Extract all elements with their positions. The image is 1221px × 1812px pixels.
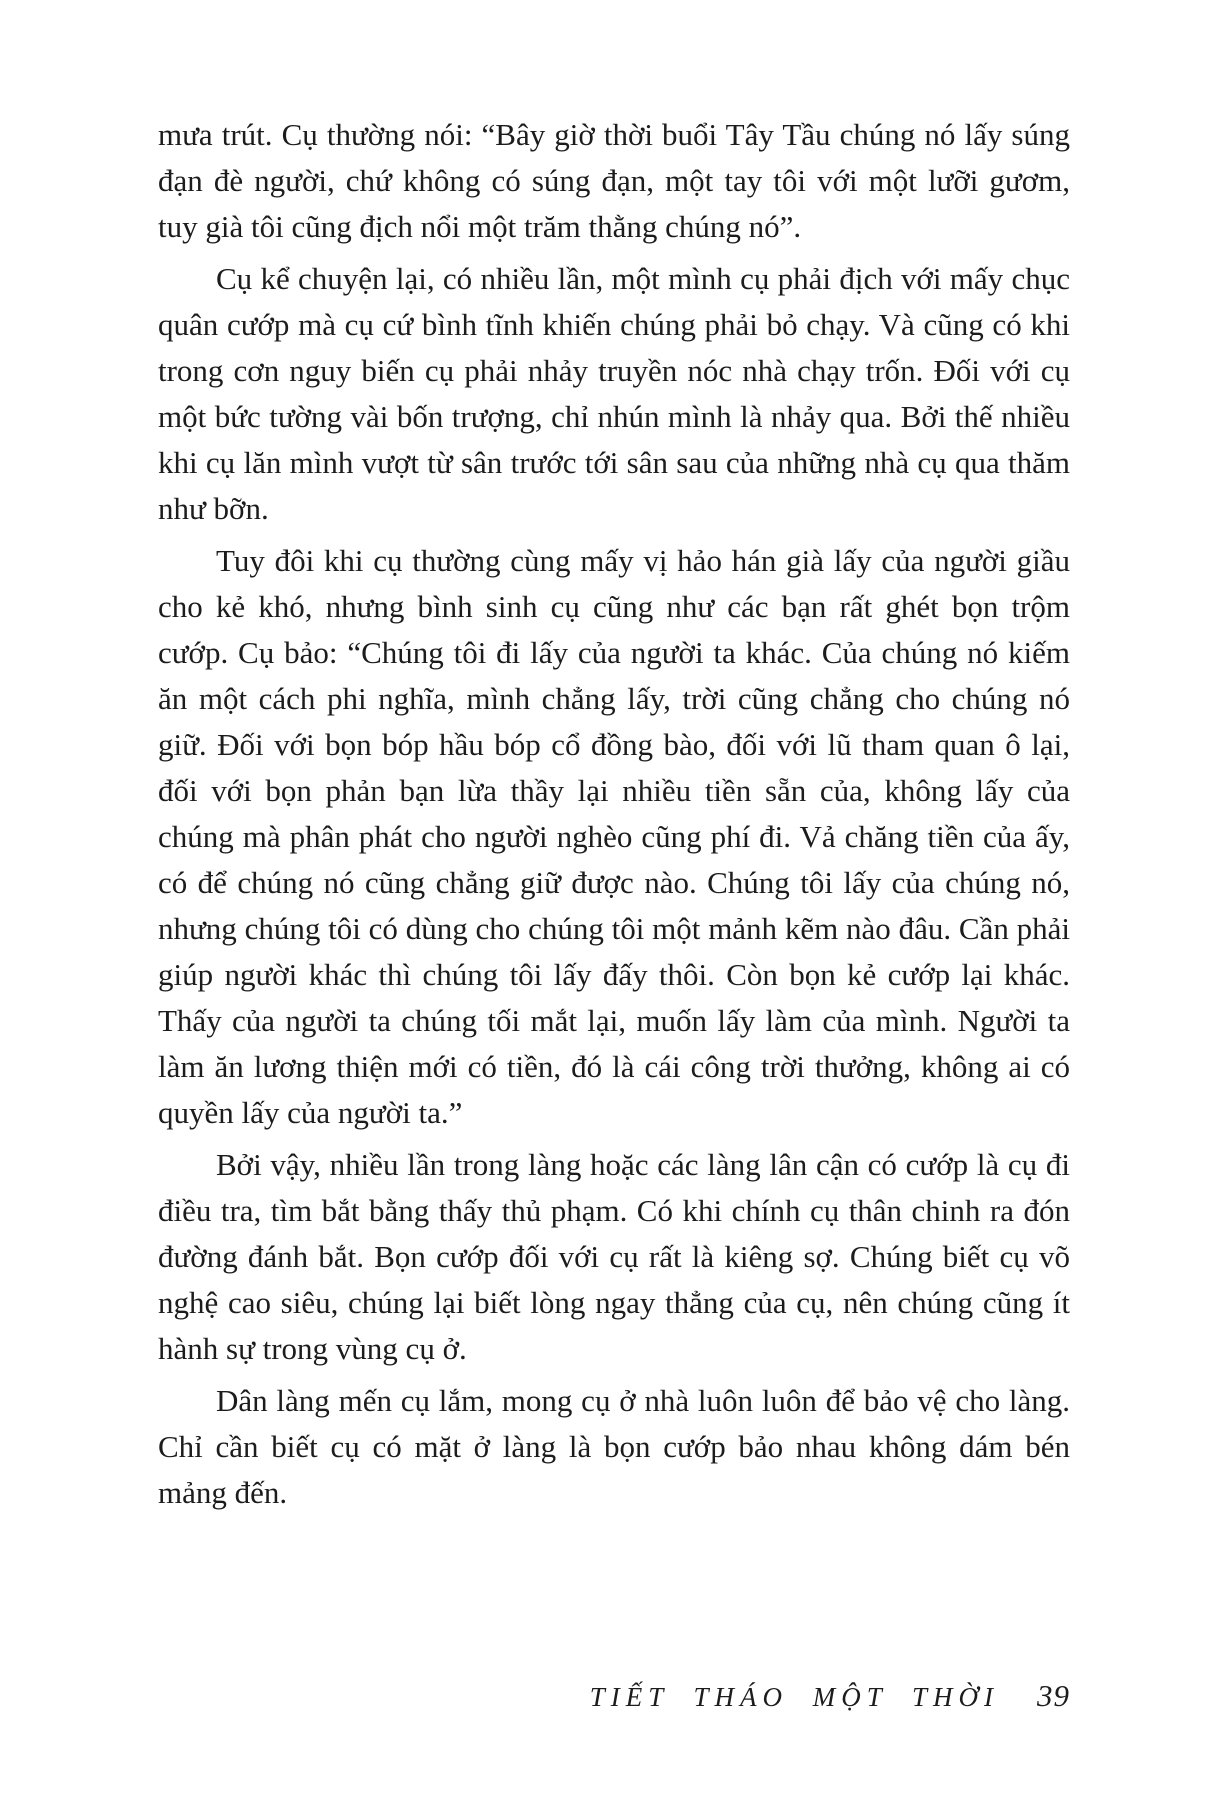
paragraph: Bởi vậy, nhiều lần trong làng hoặc các làng lân cận có cướp là cụ đi điều tra, tìm bắt bằng thấy thủ phạm. Có khi chính cụ thân chinh ra đón đường đánh bắt. Bọn cướp đối với cụ rất là kiêng sợ. Chúng biết cụ võ nghệ cao siêu, chúng lại biết lòng ngay thẳng của cụ, nên chúng cũng ít hành sự trong vùng cụ ở. [158,1147,1070,1366]
paragraph: Tuy đôi khi cụ thường cùng mấy vị hảo hán già lấy của người giầu cho kẻ khó, nhưng bình sinh cụ cũng như các bạn rất ghét bọn trộm cướp. Cụ bảo: “Chúng tôi đi lấy của người ta khác. Của chúng nó kiếm ăn một cách phi nghĩa, mình chẳng lấy, trời cũng chẳng cho chúng nó giữ. Đối với bọn bóp hầu bóp cổ đồng bào, đối với lũ tham quan ô lại, đối với bọn phản bạn lừa thầy lại nhiều tiền sẵn của, không lấy của chúng mà phân phát cho người nghèo cũng phí đi. Vả chăng tiền của ấy, có để chúng nó cũng chẳng giữ được nào. Chúng tôi lấy của chúng nó, nhưng chúng tôi có dùng cho chúng tôi một mảnh kẽm nào đâu. Cần phải giúp người khác thì chúng tôi lấy đấy thôi. Còn bọn kẻ cướp lại khác. Thấy của người ta chúng tối mắt lại, muốn lấy làm của mình. Người ta làm ăn lương thiện mới có tiền, đó là cái công trời thưởng, không ai có quyền lấy của người ta.” [158,543,1070,1130]
paragraph: mưa trút. Cụ thường nói: “Bây giờ thời buổi Tây Tầu chúng nó lấy súng đạn đè người, chứ không có súng đạn, một tay tôi với một lưỡi gươm, tuy già tôi cũng địch nổi một trăm thằng chúng nó”. [158,117,1070,244]
page-footer [158,1678,1070,1714]
paragraph: Dân làng mến cụ lắm, mong cụ ở nhà luôn luôn để bảo vệ cho làng. Chỉ cần biết cụ có mặt ở làng là bọn cướp bảo nhau không dám bén mảng đến. [158,1383,1070,1510]
page-number: 39 [1037,1678,1070,1713]
body-text [158,112,1070,1516]
running-title: TIẾT THÁO MỘT THỜI [589,1682,999,1712]
paragraph: Cụ kể chuyện lại, có nhiều lần, một mình cụ phải địch với mấy chục quân cướp mà cụ cứ bình tĩnh khiến chúng phải bỏ chạy. Và cũng có khi trong cơn nguy biến cụ phải nhảy truyền nóc nhà chạy trốn. Đối với cụ một bức tường vài bốn trượng, chỉ nhún mình là nhảy qua. Bởi thế nhiều khi cụ lăn mình vượt từ sân trước tới sân sau của những nhà cụ qua thăm như bỡn. [158,261,1070,526]
